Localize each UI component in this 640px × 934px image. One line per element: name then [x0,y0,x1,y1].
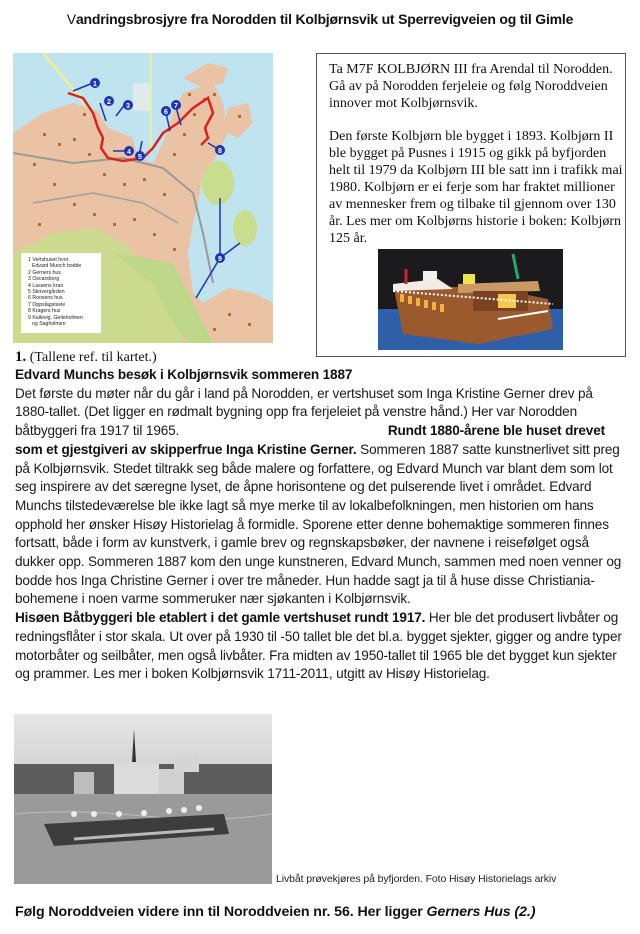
footer-instruction: Følg Noroddveien videre inn til Noroddveien nr. 56. Her ligger Gerners Hus (2.) [15,904,536,920]
ferry-info-box [316,53,626,357]
map-marker-5[interactable] [135,151,145,161]
legend-item: og Sagholmen [32,321,66,328]
route-map [13,53,273,343]
map-marker-4[interactable] [124,146,134,156]
paragraph-2: Sommeren 1887 satte kunstnerlivet sitt preg på Kolbjørnsvik. Stedet tiltrakk seg både malere og forfattere, og Edvard Munch var blant dem som lot seg inspirere av det særegne lyset, de åpne horisontene og det pulserende livet i området. Edvard Munchs tilstedeværelse ble ikke lagt så mye merke til av lokalbefolkningen, men historien om hans opphold her ønsker Hisøy Historielag å formidle. Sporene etter denne bohemaktige sommeren finnes fortsatt, både i form av kunstverk, i gamle brev og regnskapsbøker, der navnene i reisefølget også dukker opp. Sommeren 1887 kom den unge kunstneren, Edvard Munch, sammen med noen venner og bodde hos Inga Christine Gerner i over tre måneder. Hun hadde sagt ja til å huse disse Christiania-bohemene i noen varme sommeruker nær sjøkanten i Kolbjørnsvik. [15,441,622,607]
legend-item: 5 Skrivergården [28,289,65,296]
ferry-history: Den første Kolbjørn ble bygget i 1893. Kolbjørn II ble bygget på Pusnes i 1915 og gikk på byfjorden helt til 1979 da Kolbjørn III ble satt inn i trafikk mai 1980. Kolbjørn er ei ferje som har fraktet millioner av mennesker frem og tilbake til gjennom over 130 år. Les mer om Kolbjørns historie i boken: Kolbjørn 125 år. [329,129,623,246]
legend-item: 6 Roosens hus [28,295,63,302]
map-marker-6[interactable] [161,106,171,116]
lifeboat-illustration [14,714,272,884]
map-marker-7[interactable] [171,100,181,110]
paragraph-3-bold: Hisøen Båtbyggeri ble etablert i det gamle vertshuset rundt 1917. [15,610,426,626]
title-first-letter: V [66,11,76,27]
legend-item: 2 Gerners hus [28,269,61,276]
map-harbor [133,83,151,111]
legend-item: 4 Lassens kran [28,282,64,289]
gerners-hus-link: Gerners Hus (2.) [426,904,536,920]
section-body [15,385,630,684]
section-1 [15,349,630,684]
legend-item: 3 Oscarsborg [28,276,60,283]
map-marker-1[interactable] [90,78,100,88]
legend-item: 8 Kragers hus [28,308,61,315]
map-legend [21,253,101,333]
svg-text:3: 3 [126,103,130,110]
svg-text:9: 9 [218,256,222,263]
ferry-model-illustration [378,249,563,350]
lifeboat-photo [14,714,272,884]
legend-item: 7 Oppslagstavle [28,301,66,308]
svg-text:1: 1 [93,81,97,88]
paragraph-1: Det første du møter når du går i land på Norodden, er vertshuset som Inga Kristine Gerner drev på 1880-tallet. (Det ligger en rødmalt bygning opp fra ferjeleiet på venstre hånd.) Her var Norodden båtbyggeri fra 1917 til 1965. [15,385,593,439]
title-text: andringsbrosjyre fra Norodden til Kolbjørnsvik ut Sperrevigveien og til Gimle [75,11,574,27]
svg-text:4: 4 [127,149,131,156]
svg-text:7: 7 [174,103,178,110]
legend-item: Edvard Munch bodde [32,263,82,270]
section-number: 1. [15,349,27,365]
map-island-1 [202,161,234,205]
map-marker-9[interactable] [215,253,225,263]
legend-item: 1 Vertshuset hvor [28,257,69,263]
photo-caption: Livbåt prøvekjøres på byfjorden. Foto Hisøy Historielags arkiv [276,873,557,885]
svg-text:6: 6 [164,109,168,116]
legend-item: 9 Kallevig, Geiteholmen [28,314,83,321]
gingerbread-ferry-photo [378,249,563,350]
map-marker-8[interactable] [215,145,225,155]
svg-text:5: 5 [138,154,142,161]
svg-text:8: 8 [218,148,222,155]
map-marker-3[interactable] [123,100,133,110]
page-title [0,11,640,27]
map-island-2 [233,210,257,246]
paragraph-3: Her ble det produsert livbåter og redningsflåter i stor skala. Ut over på 1930 til -50 tallet ble det bl.a. bygget sjekter, gigger og andre typer motorbåter og seilbåter, men også livbåter. Fra midten av 1950-tallet til 1965 ble det bygget kun sjekter og prammer. Les mer i boken Kolbjørnsvik 1711-2011, utgitt av Hisøy Historielag. [15,610,622,682]
section-number-line [15,349,630,366]
ferry-directions: Ta M7F KOLBJØRN III fra Arendal til Norodden. Gå av på Norodden ferjeleie og følg Noroddveien innover mot Kolbjørnsvik. [329,62,613,111]
section-heading: Edvard Munchs besøk i Kolbjørnsvik sommeren 1887 [15,367,353,382]
section-note: (Tallene ref. til kartet.) [29,350,157,365]
paragraph-2-bold: Rundt 1880-årene ble huset drevet som et gjestgiveri av skipperfrue Inga Kristine Gerner. [15,423,605,457]
svg-text:2: 2 [107,99,111,106]
map-marker-2[interactable] [104,96,114,106]
